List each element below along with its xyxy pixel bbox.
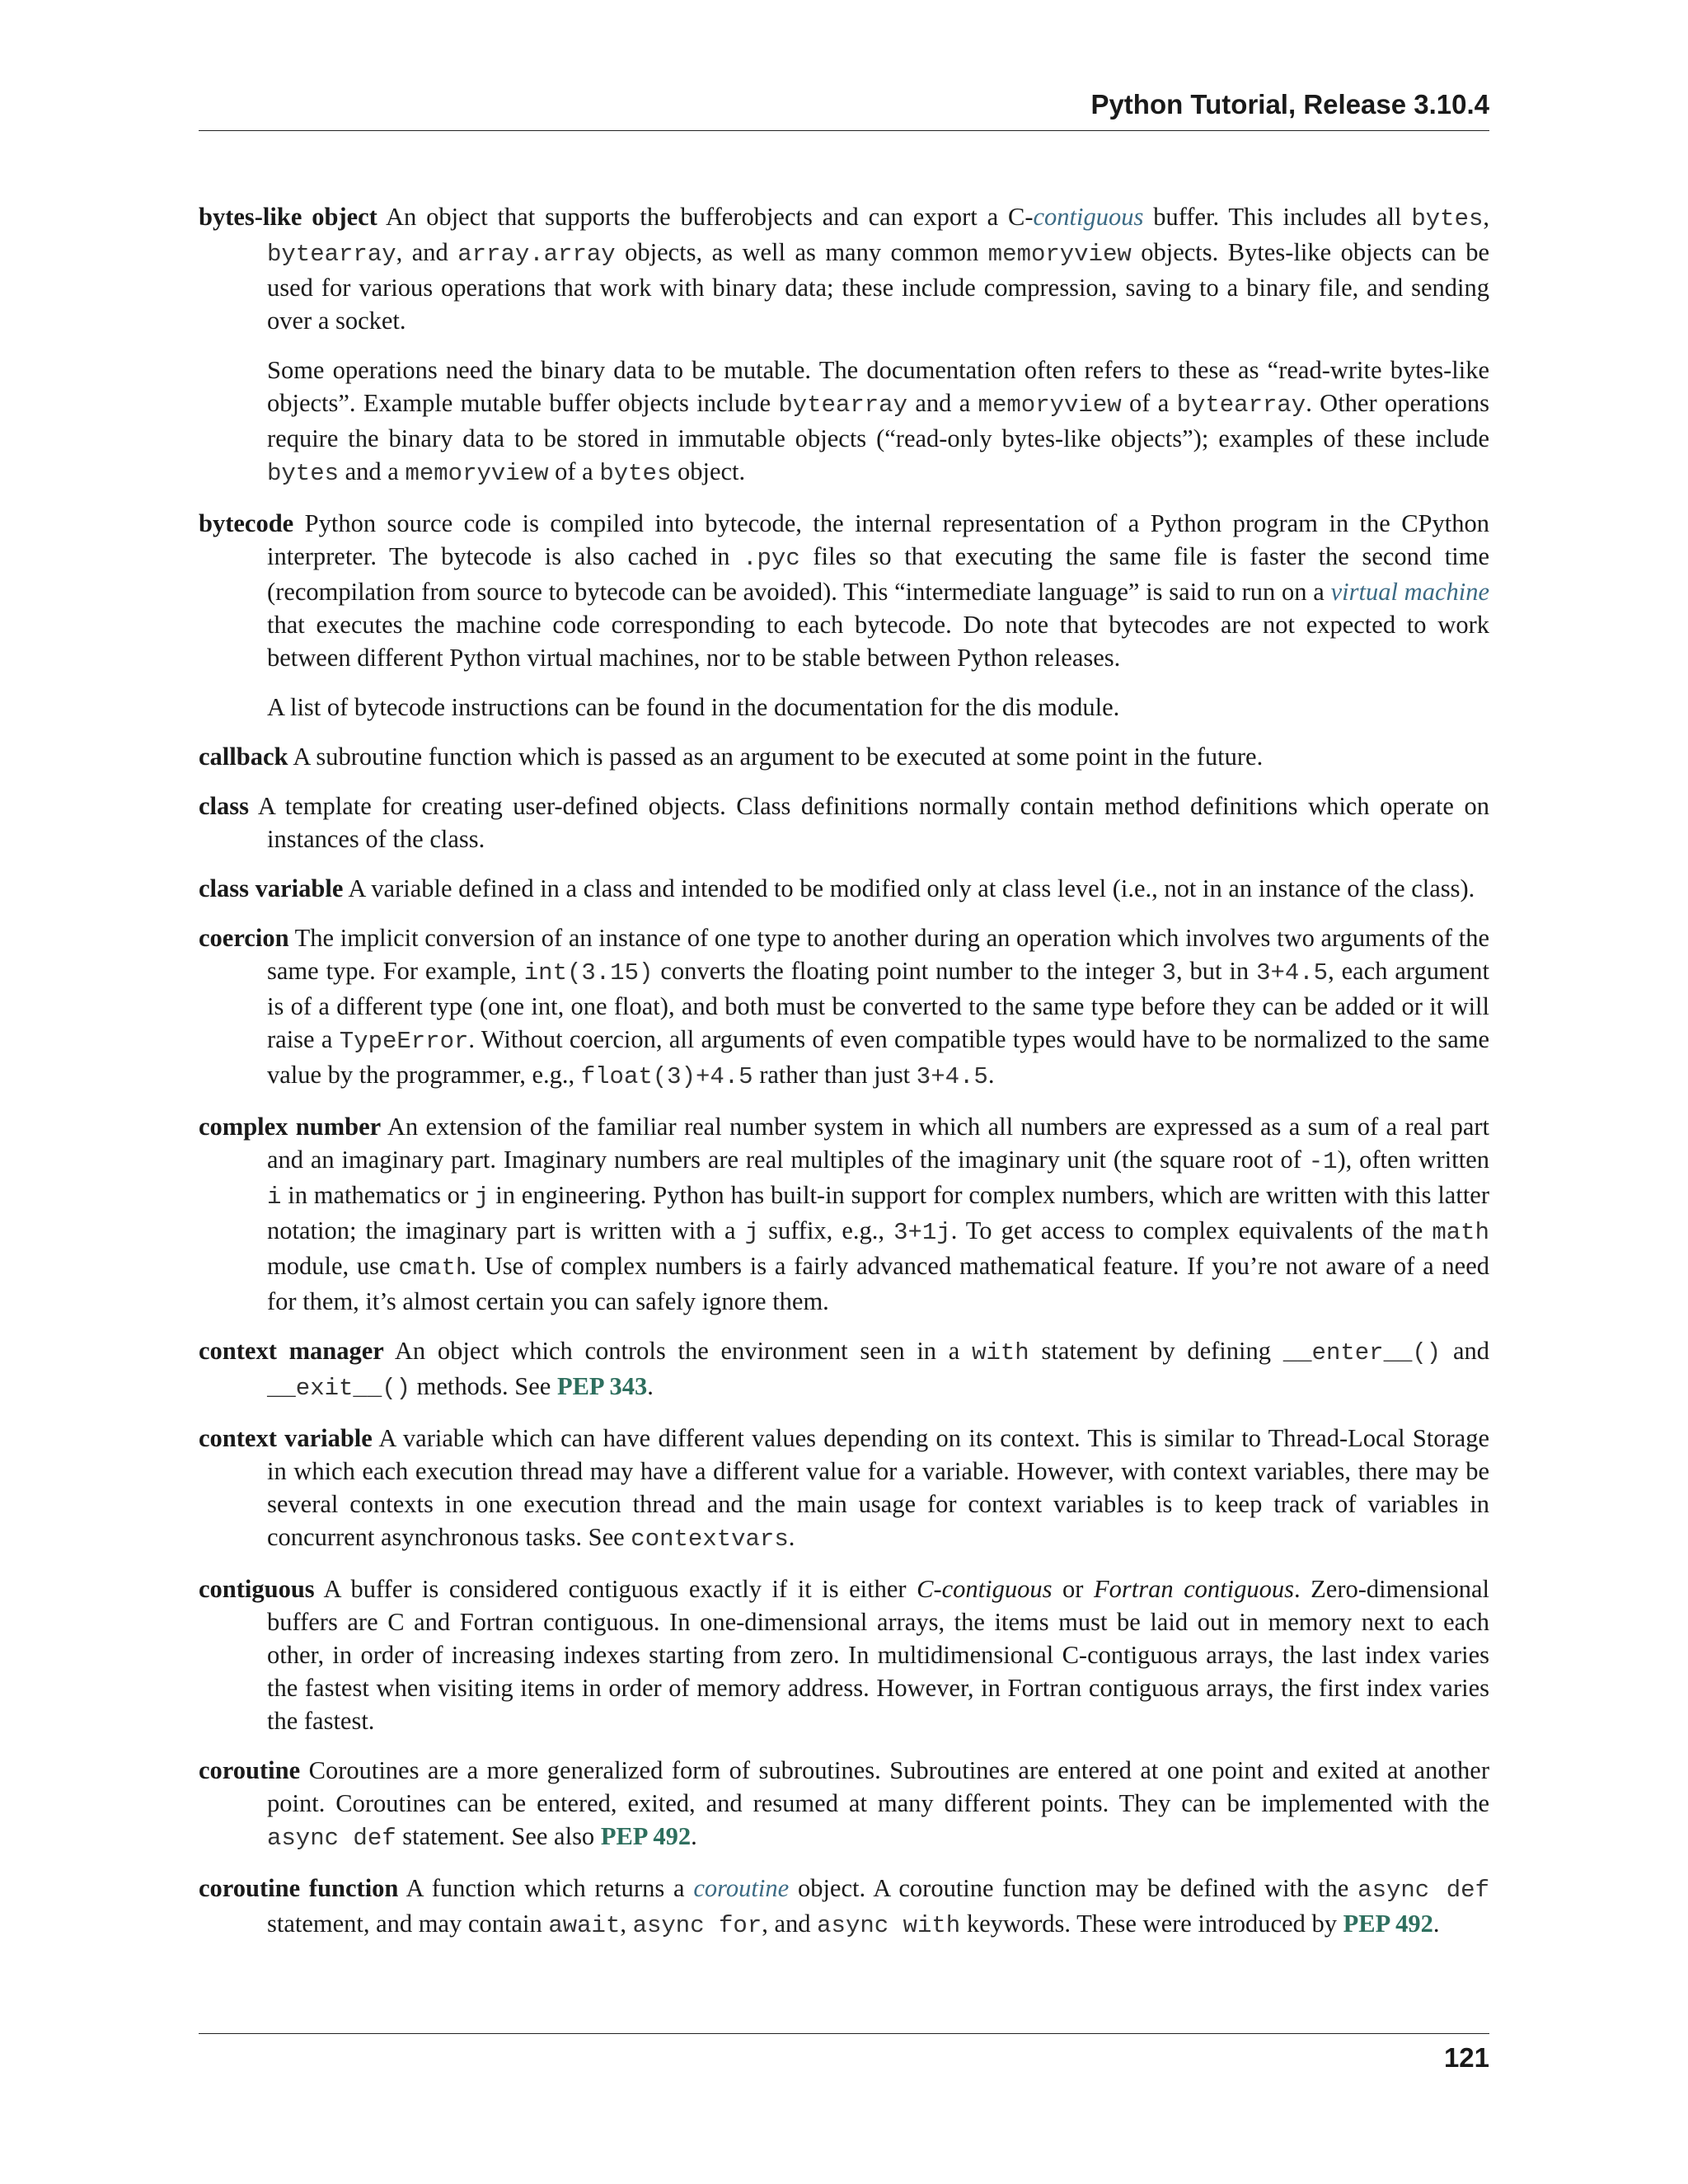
text: , but in — [1176, 957, 1257, 985]
glossary-term: context manager — [199, 1337, 384, 1365]
code: bytes — [1411, 205, 1484, 232]
definition — [199, 740, 1489, 773]
glossary-entry — [199, 740, 1489, 773]
glossary-entry — [199, 790, 1489, 855]
code: memoryview — [978, 391, 1122, 419]
definition-paragraph — [199, 691, 1489, 724]
text: of a — [548, 457, 600, 485]
definition — [199, 872, 1489, 905]
code: TypeError — [339, 1028, 469, 1055]
emphasis: C-contiguous — [917, 1575, 1053, 1603]
text: . — [987, 1061, 995, 1089]
running-header: Python Tutorial, Release 3.10.4 — [1090, 89, 1489, 120]
code: 3+4.5 — [916, 1063, 988, 1090]
definition — [199, 1872, 1489, 1943]
text: . Use of complex numbers is a fairly advanced mathematical feature. If you’re not aware of a need for them, it’s almost certain you can safely ignore them. — [267, 1252, 1489, 1315]
link-contiguous[interactable]: contiguous — [1033, 203, 1144, 231]
glossary-entry — [199, 1572, 1489, 1737]
text: and — [1441, 1337, 1489, 1365]
text: and a — [339, 457, 406, 485]
header-rule — [199, 130, 1489, 131]
text: statement. See also — [396, 1822, 601, 1850]
text: suffix, e.g., — [759, 1216, 894, 1244]
definition — [199, 1110, 1489, 1318]
code: float(3)+4.5 — [580, 1063, 753, 1090]
text: . To get access to complex equivalents of the — [950, 1216, 1432, 1244]
text: A list of bytecode instructions can be found in the documentation for the dis module. — [267, 693, 1120, 721]
definition — [199, 1572, 1489, 1737]
glossary-entry — [199, 1754, 1489, 1855]
text: A buffer is considered contiguous exactly if it is either — [314, 1575, 917, 1603]
code: async for — [632, 1912, 762, 1939]
code: bytes — [267, 460, 340, 487]
glossary-entry — [199, 1422, 1489, 1556]
glossary-term: class — [199, 792, 249, 820]
glossary-entry — [199, 507, 1489, 724]
text: in mathematics or — [281, 1181, 476, 1209]
code: async def — [1357, 1877, 1489, 1904]
code: 3 — [1161, 959, 1176, 987]
code: __enter__() — [1282, 1339, 1442, 1366]
code: math — [1432, 1219, 1489, 1246]
code: i — [267, 1183, 282, 1211]
text: object. — [671, 457, 746, 485]
glossary-body — [199, 200, 1489, 1959]
glossary-entry — [199, 872, 1489, 905]
code: with — [972, 1339, 1029, 1366]
code: array.array — [457, 241, 616, 268]
link-coroutine[interactable]: coroutine — [693, 1874, 790, 1902]
text: A subroutine function which is passed as an argument to be executed at some point in the future. — [288, 743, 1264, 771]
code: bytearray — [267, 241, 396, 268]
text: An object that supports the bufferobjects and can export a C- — [377, 203, 1034, 231]
glossary-term: coroutine function — [199, 1874, 399, 1902]
code: bytes — [599, 460, 672, 487]
code: async with — [817, 1912, 961, 1939]
text: , each argument is of a different type (one int, one float), and both must be converted to the same type before they can be added or it will raise a — [267, 957, 1490, 1053]
code: int(3.15) — [523, 959, 654, 987]
glossary-term: class variable — [199, 874, 344, 902]
code: cmath — [398, 1254, 471, 1282]
definition — [199, 507, 1489, 674]
text: . Other operations require the binary data to be stored in immutable objects (“read-only bytes-like objects”); examples of these include — [267, 389, 1489, 452]
text: , and — [396, 238, 458, 266]
text: objects, as well as many common — [615, 238, 988, 266]
text: objects. Bytes-like objects can be used for various operations that work with binary data; these include compression, saving to a binary file, and sending over a socket. — [267, 238, 1489, 335]
code: bytearray — [1176, 391, 1306, 419]
text: . — [1432, 1910, 1440, 1938]
code: 3+1j — [893, 1219, 951, 1246]
text: Coroutines are a more generalized form of subroutines. Subroutines are entered at one point and exited at another point. Coroutines can be entered, exited, and resumed at many different points. They can be implemented with the — [267, 1756, 1489, 1817]
code: j — [475, 1183, 490, 1211]
text: . Zero-dimensional buffers are C and Fortran contiguous. In one-dimensional arrays, the items must be laid out in memory next to each other, in order of increasing indexes starting from zero. In multidimensional C-contiguous arrays, the last index varies the fastest when visiting items in order of memory address. However, in Fortran contiguous arrays, the first index varies the fastest. — [267, 1575, 1489, 1735]
code: j — [744, 1219, 760, 1246]
link-pep-492[interactable]: PEP 492 — [600, 1822, 692, 1850]
emphasis: Fortran contiguous — [1093, 1575, 1294, 1603]
text: , — [1483, 203, 1489, 231]
definition-paragraph — [199, 354, 1489, 490]
text: and a — [907, 389, 978, 417]
text: statement by defining — [1029, 1337, 1283, 1365]
footer-rule — [199, 2033, 1489, 2034]
text: . Without coercion, all arguments of even compatible types would have to be normalized to the same value by the programmer, e.g., — [267, 1025, 1489, 1089]
glossary-term: coroutine — [199, 1756, 301, 1784]
glossary-entry — [199, 1110, 1489, 1318]
code: contextvars — [631, 1526, 789, 1553]
text: in engineering. Python has built-in support for complex numbers, which are written with this latter notation; the imaginary part is written with a — [267, 1181, 1489, 1244]
text: A template for creating user-defined objects. Class definitions normally contain method definitions which operate on instances of the class. — [249, 792, 1489, 853]
definition — [199, 790, 1489, 855]
text: . — [647, 1372, 654, 1400]
text: The implicit conversion of an instance of one type to another during an operation which involves two arguments of the same type. For example, — [267, 924, 1489, 985]
definition — [199, 200, 1489, 337]
code: 3+4.5 — [1256, 959, 1329, 987]
text: or — [1052, 1575, 1094, 1603]
definition — [199, 921, 1489, 1094]
text: An extension of the familiar real number system in which all numbers are expressed as a sum of a real part and an imaginary part. Imaginary numbers are real multiples of the imaginary unit (the square root of — [267, 1113, 1489, 1174]
definition — [199, 1754, 1489, 1855]
link-pep-343[interactable]: PEP 343 — [556, 1372, 648, 1400]
text: keywords. These were introduced by — [960, 1910, 1343, 1938]
glossary-entry — [199, 1334, 1489, 1405]
glossary-term: bytecode — [199, 509, 294, 537]
code: memoryview — [987, 241, 1132, 268]
page-number: 121 — [1443, 2042, 1489, 2073]
text: . — [691, 1822, 697, 1850]
glossary-entry — [199, 200, 1489, 490]
glossary-term: context variable — [199, 1424, 373, 1452]
text: A variable which can have different values depending on its context. This is similar to Thread-Local Storage in which each execution thread may have a different value for a variable. However, with context variables, there may be several contexts in one execution thread and the main usage for context variables is to keep track of variables in concurrent asynchronous tasks. See — [267, 1424, 1489, 1551]
text: buffer. This includes all — [1143, 203, 1412, 231]
glossary-entry — [199, 1872, 1489, 1943]
glossary-term: contiguous — [199, 1575, 315, 1603]
text: rather than just — [753, 1061, 917, 1089]
definition — [199, 1422, 1489, 1556]
text: An object which controls the environment seen in a — [383, 1337, 973, 1365]
text: methods. See — [410, 1372, 557, 1400]
text: , — [620, 1910, 633, 1938]
code: async def — [267, 1825, 396, 1852]
text: , and — [762, 1910, 818, 1938]
text: object. A coroutine function may be defined with the — [789, 1874, 1358, 1902]
glossary-term: coercion — [199, 924, 289, 952]
link-pep-492[interactable]: PEP 492 — [1343, 1910, 1433, 1938]
text: of a — [1121, 389, 1177, 417]
code: .pyc — [743, 545, 800, 572]
code: __exit__() — [267, 1375, 411, 1402]
text: statement, and may contain — [267, 1910, 549, 1938]
glossary-term: complex number — [199, 1113, 382, 1141]
glossary-term: callback — [199, 743, 288, 771]
glossary-entry — [199, 921, 1489, 1094]
link-virtual-machine[interactable]: virtual machine — [1330, 578, 1489, 606]
glossary-term: bytes-like object — [199, 203, 377, 231]
code: memoryview — [405, 460, 549, 487]
code: await — [548, 1912, 621, 1939]
text: Python source code is compiled into bytecode, the internal representation of a Python program in the CPython interpreter. The bytecode is also cached in — [267, 509, 1489, 570]
text: A variable defined in a class and intended to be modified only at class level (i.e., not in an instance of the class). — [343, 874, 1475, 902]
text: converts the floating point number to the integer — [653, 957, 1162, 985]
code: -1 — [1308, 1148, 1338, 1175]
text: that executes the machine code corresponding to each bytecode. Do note that bytecodes are not expected to work between different Python virtual machines, nor to be stable between Python releases. — [267, 611, 1489, 672]
code: bytearray — [778, 391, 907, 419]
text: module, use — [267, 1252, 399, 1280]
text: ), often written — [1337, 1146, 1490, 1174]
text: files so that executing the same file is faster the second time (recompilation from source to bytecode can be avoided). This “intermediate language” is said to run on a — [267, 542, 1489, 606]
definition — [199, 1334, 1489, 1405]
text: Some operations need the binary data to be mutable. The documentation often refers to these as “read-write bytes-like objects”. Example mutable buffer objects include — [267, 356, 1489, 417]
text: A function which returns a — [398, 1874, 694, 1902]
text: . — [788, 1523, 795, 1551]
